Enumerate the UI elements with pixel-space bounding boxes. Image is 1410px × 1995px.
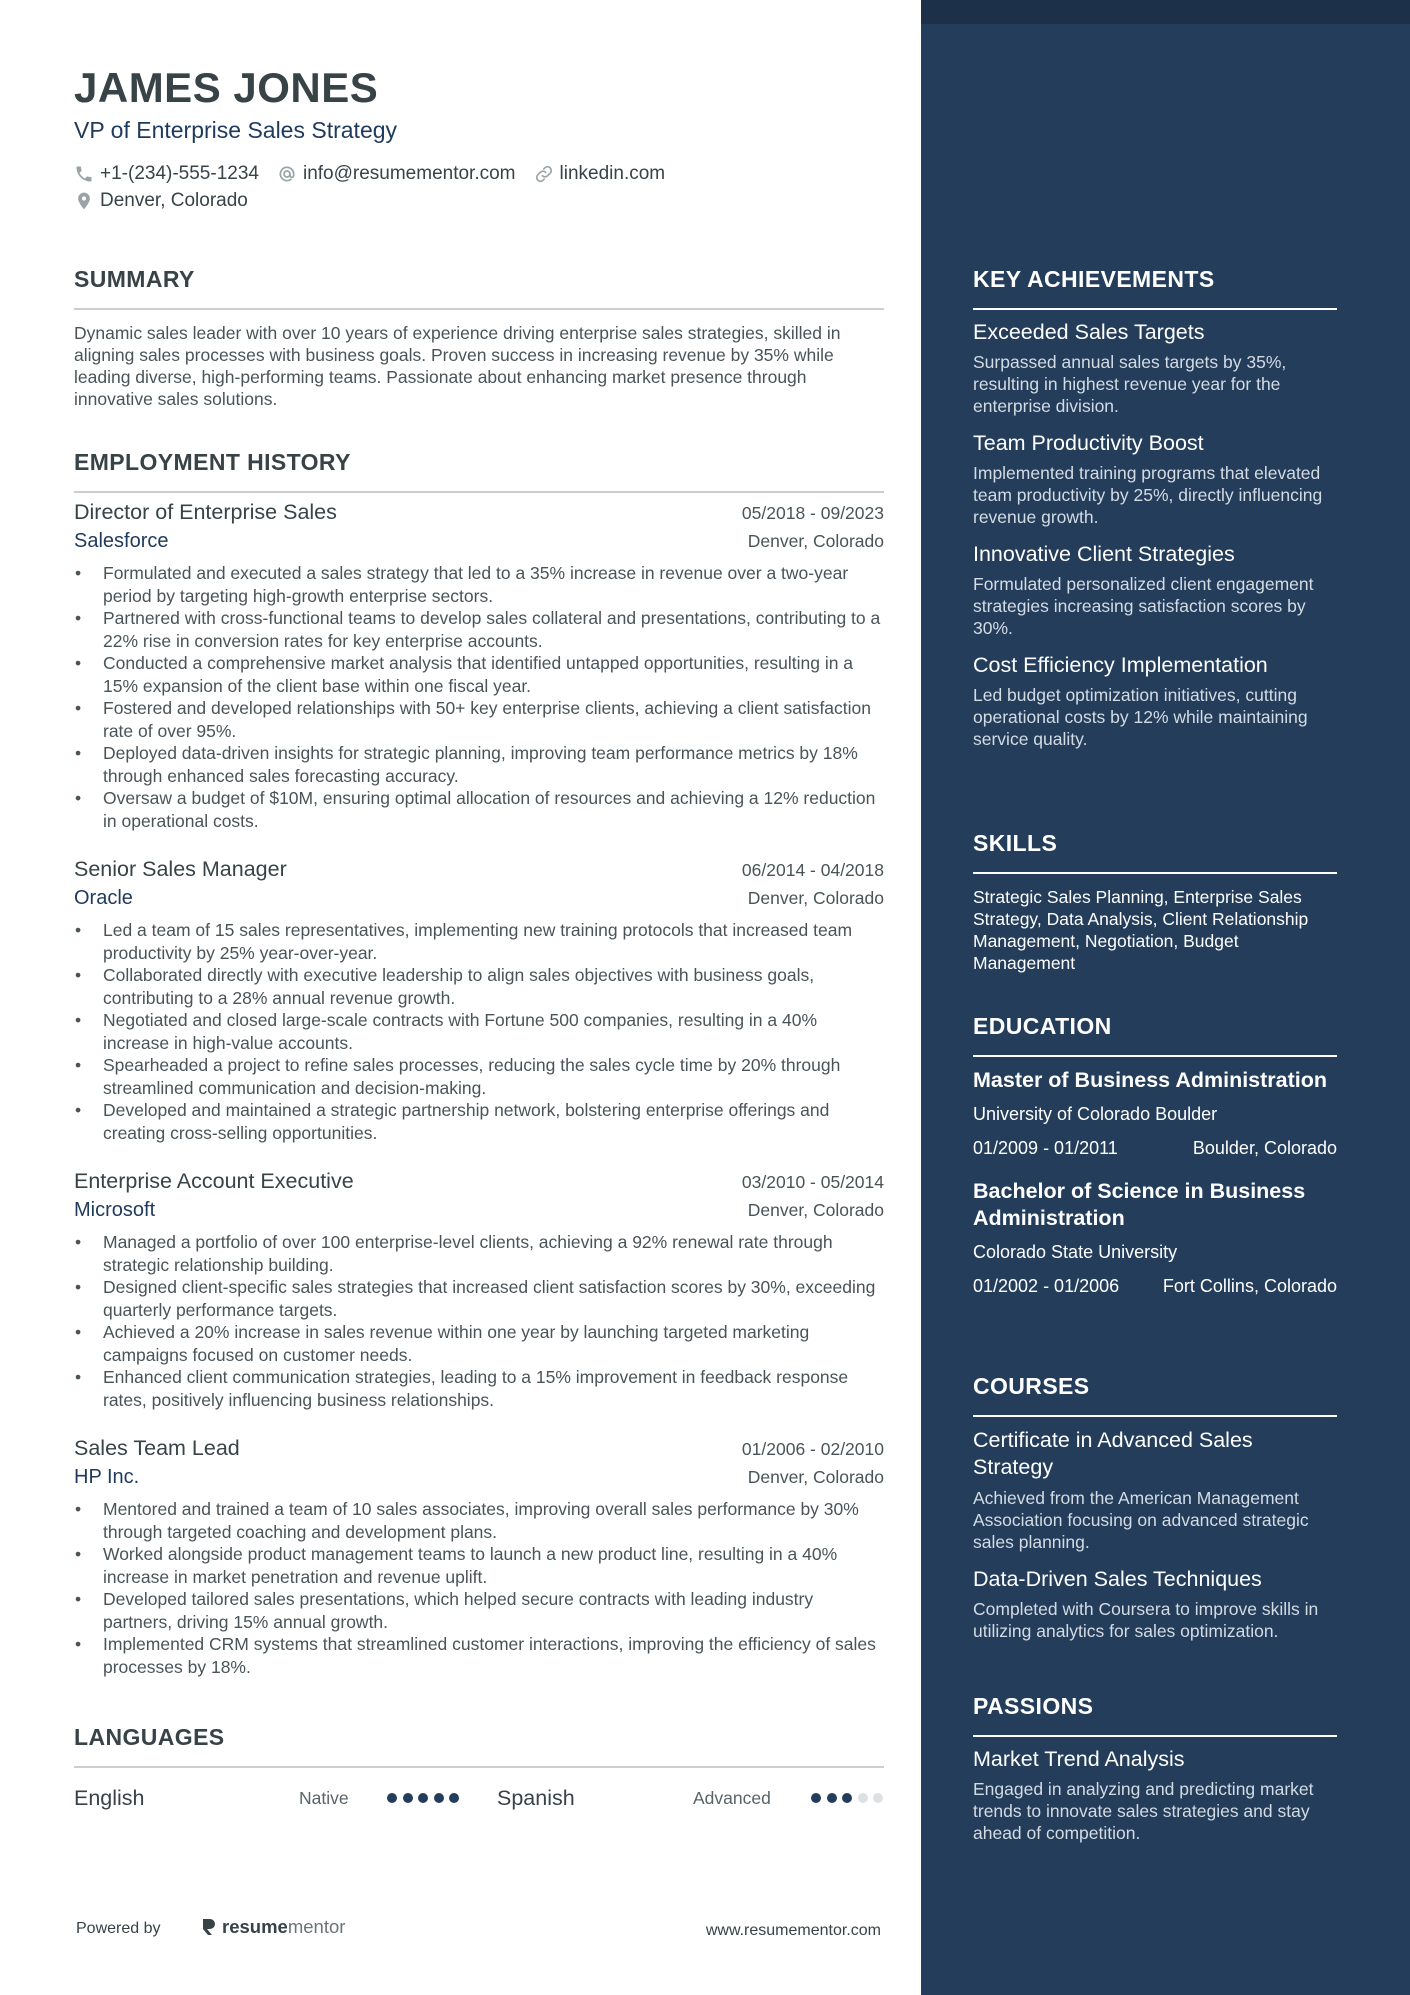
candidate-name: JAMES JONES <box>74 64 379 111</box>
section-title: LANGUAGES <box>74 1724 225 1750</box>
job-title: Director of Enterprise Sales <box>74 500 337 524</box>
email-contact[interactable] <box>277 163 516 185</box>
sidebar <box>921 0 1410 1995</box>
phone-icon <box>74 164 94 184</box>
job-dates: 05/2018 - 09/2023 <box>741 503 884 523</box>
section-title: KEY ACHIEVEMENTS <box>973 266 1215 292</box>
course-item <box>973 1427 1337 1553</box>
rating-dot-filled <box>387 1793 397 1803</box>
education-item <box>973 1067 1337 1159</box>
skills-text: Strategic Sales Planning, Enterprise Sales Strategy, Data Analysis, Client Relationship Management, Negotiation, Budget Management <box>973 887 1309 973</box>
list-item: • Enhanced client communication strategies, leading to a 15% improvement in feedback response rates, positively influencing business relationships. <box>74 1366 884 1411</box>
achievement-item <box>973 431 1337 528</box>
company-name: HP Inc. <box>74 1466 140 1488</box>
linkedin-link: linkedin.com <box>559 162 666 184</box>
job-bullets <box>74 919 884 1144</box>
languages-section <box>74 1724 884 1818</box>
language-item <box>497 1778 575 1818</box>
summary-section <box>74 266 884 410</box>
rating-dot-filled <box>434 1793 444 1803</box>
email-address: info@resumementor.com <box>302 162 516 184</box>
course-title: Data-Driven Sales Techniques <box>973 1567 1262 1591</box>
achievement-title: Innovative Client Strategies <box>973 542 1235 566</box>
job-entry <box>74 1169 884 1411</box>
language-item <box>74 1778 145 1818</box>
employment-section <box>74 449 884 493</box>
website-link[interactable]: www.resumementor.com <box>705 1922 881 1939</box>
section-title: EDUCATION <box>973 1013 1112 1039</box>
passion-desc: Engaged in analyzing and predicting market trends to innovate sales strategies and stay ahead of competition. <box>973 1779 1314 1843</box>
list-item: • Developed tailored sales presentations, which helped secure contracts with leading industry partners, driving 15% annual growth. <box>74 1588 884 1633</box>
achievement-desc: Surpassed annual sales targets by 35%, resulting in highest revenue year for the enterprise division. <box>973 352 1287 416</box>
brand-name-light: mentor <box>287 1916 346 1937</box>
link-icon <box>534 164 554 184</box>
section-divider <box>74 308 884 310</box>
rating-dot-empty <box>873 1793 883 1803</box>
list-item: • Partnered with cross-functional teams to develop sales collateral and presentations, contributing to a 22% rise in conversion rates for key enterprise accounts. <box>74 607 884 652</box>
job-bullets <box>74 562 884 832</box>
list-item: • Developed and maintained a strategic partnership network, bolstering enterprise offerings and creating cross-selling opportunities. <box>74 1099 884 1144</box>
passion-item <box>973 1747 1337 1844</box>
skills-section <box>973 830 1337 974</box>
contact-info <box>74 160 683 214</box>
list-item: • Designed client-specific sales strategies that increased client satisfaction scores by 30%, exceeding quarterly performance targets. <box>74 1276 884 1321</box>
section-divider <box>74 491 884 493</box>
rating-dot-empty <box>858 1793 868 1803</box>
degree-title: Master of Business Administration <box>973 1068 1328 1092</box>
company-name: Oracle <box>74 887 133 909</box>
education-section <box>973 1013 1337 1297</box>
footer <box>76 1916 881 1946</box>
section-title: SKILLS <box>973 830 1058 856</box>
candidate-title: VP of Enterprise Sales Strategy <box>74 117 398 143</box>
list-item: • Spearheaded a project to refine sales processes, reducing the sales cycle time by 20% through streamlined communication and decision-making. <box>74 1054 884 1099</box>
list-item: • Implemented CRM systems that streamlined customer interactions, improving the efficiency of sales processes by 18%. <box>74 1633 884 1678</box>
job-location: Denver, Colorado <box>747 1200 884 1220</box>
location-text: Denver, Colorado <box>100 189 248 211</box>
list-item: • Mentored and trained a team of 10 sales associates, improving overall sales performance by 30% through targeted coaching and development plans. <box>74 1498 884 1543</box>
course-item <box>973 1567 1337 1642</box>
achievement-title: Exceeded Sales Targets <box>973 320 1205 344</box>
location-contact <box>74 190 248 212</box>
rating-dot-filled <box>449 1793 459 1803</box>
achievements-section <box>973 266 1337 750</box>
list-item: • Collaborated directly with executive leadership to align sales objectives with business goals, contributing to a 28% annual revenue growth. <box>74 964 884 1009</box>
section-divider <box>973 308 1337 310</box>
section-title: SUMMARY <box>74 266 195 292</box>
school-name: Colorado State University <box>973 1242 1178 1262</box>
rating-dot-filled <box>842 1793 852 1803</box>
job-location: Denver, Colorado <box>747 1467 884 1487</box>
summary-text: Dynamic sales leader with over 10 years of experience driving enterprise sales strategies, skilled in aligning sales processes with business goals. Proven success in increasing revenue by 35% while leading diverse, high-performing teams. Passionate about enhancing market presence through innovative sales solutions. <box>74 323 841 409</box>
sidebar-top-bar <box>921 0 1410 24</box>
list-item: • Managed a portfolio of over 100 enterprise-level clients, achieving a 92% renewal rate through strategic relationship building. <box>74 1231 884 1276</box>
job-location: Denver, Colorado <box>747 531 884 551</box>
rating-dot-filled <box>418 1793 428 1803</box>
job-location: Denver, Colorado <box>747 888 884 908</box>
resumementor-logo-icon <box>200 1917 218 1937</box>
list-item: • Oversaw a budget of $10M, ensuring optimal allocation of resources and achieving a 12% reduction in operational costs. <box>74 787 884 832</box>
at-sign-icon <box>277 164 297 184</box>
job-bullets <box>74 1231 884 1411</box>
list-item: • Conducted a comprehensive market analysis that identified untapped opportunities, resulting in a 15% expansion of the client base within one fiscal year. <box>74 652 884 697</box>
job-dates: 01/2006 - 02/2010 <box>741 1439 884 1459</box>
degree-title: Bachelor of Science in Business Administration <box>973 1179 1306 1230</box>
section-title: EMPLOYMENT HISTORY <box>74 449 351 475</box>
section-divider <box>973 1735 1337 1737</box>
section-divider <box>74 1766 884 1768</box>
location-pin-icon <box>74 191 94 211</box>
company-name: Microsoft <box>74 1199 156 1221</box>
passions-section <box>973 1693 1337 1844</box>
job-bullets <box>74 1498 884 1678</box>
achievement-desc: Implemented training programs that elevated team productivity by 25%, directly influencing revenue growth. <box>973 463 1323 527</box>
company-name: Salesforce <box>74 530 169 552</box>
achievement-item <box>973 320 1337 417</box>
achievement-title: Cost Efficiency Implementation <box>973 653 1268 677</box>
list-item: • Fostered and developed relationships with 50+ key enterprise clients, achieving a client satisfaction rate of over 95%. <box>74 697 884 742</box>
job-dates: 06/2014 - 04/2018 <box>741 860 884 880</box>
achievement-item <box>973 542 1337 639</box>
job-entry <box>74 1436 884 1678</box>
rating-dot-filled <box>403 1793 413 1803</box>
language-level: Native <box>299 1788 349 1808</box>
education-dates: 01/2002 - 01/2006 <box>973 1276 1120 1296</box>
course-desc: Achieved from the American Management Association focusing on advanced strategic sales planning. <box>973 1488 1309 1552</box>
language-name: English <box>74 1785 145 1810</box>
language-rating <box>811 1793 889 1803</box>
achievement-desc: Led budget optimization initiatives, cutting operational costs by 12% while maintaining service quality. <box>973 685 1308 749</box>
job-title: Senior Sales Manager <box>74 857 287 881</box>
list-item: • Deployed data-driven insights for strategic planning, improving team performance metrics by 18% through enhanced sales forecasting accuracy. <box>74 742 884 787</box>
education-location: Fort Collins, Colorado <box>1162 1276 1337 1296</box>
list-item: • Negotiated and closed large-scale contracts with Fortune 500 companies, resulting in a 40% increase in high-value accounts. <box>74 1009 884 1054</box>
section-divider <box>973 1055 1337 1057</box>
rating-dot-filled <box>811 1793 821 1803</box>
language-level: Advanced <box>693 1788 771 1808</box>
achievement-desc: Formulated personalized client engagement strategies increasing satisfaction scores by 30%. <box>973 574 1314 638</box>
brand-name-bold: resume <box>222 1916 288 1937</box>
section-title: COURSES <box>973 1373 1090 1399</box>
achievement-title: Team Productivity Boost <box>973 431 1204 455</box>
list-item: • Worked alongside product management teams to launch a new product line, resulting in a 40% increase in market penetration and revenue uplift. <box>74 1543 884 1588</box>
rating-dot-filled <box>827 1793 837 1803</box>
linkedin-contact[interactable] <box>534 163 666 185</box>
phone-number: +1-(234)-555-1234 <box>100 162 259 184</box>
phone-contact[interactable] <box>74 163 259 185</box>
list-item: • Led a team of 15 sales representatives, implementing new training protocols that increased team productivity by 25% year-over-year. <box>74 919 884 964</box>
education-dates: 01/2009 - 01/2011 <box>973 1138 1118 1158</box>
achievement-item <box>973 653 1337 750</box>
courses-section <box>973 1373 1337 1642</box>
passion-title: Market Trend Analysis <box>973 1747 1185 1771</box>
course-title: Certificate in Advanced Sales Strategy <box>973 1428 1253 1479</box>
section-title: PASSIONS <box>973 1693 1094 1719</box>
job-entry <box>74 500 884 832</box>
job-dates: 03/2010 - 05/2014 <box>741 1172 884 1192</box>
language-name: Spanish <box>497 1785 575 1810</box>
education-location: Boulder, Colorado <box>1192 1138 1337 1158</box>
job-title: Enterprise Account Executive <box>74 1169 354 1193</box>
course-desc: Completed with Coursera to improve skills in utilizing analytics for sales optimization. <box>973 1599 1319 1641</box>
powered-by-label: Powered by <box>76 1920 161 1937</box>
list-item: • Achieved a 20% increase in sales revenue within one year by launching targeted marketing campaigns focused on customer needs. <box>74 1321 884 1366</box>
job-title: Sales Team Lead <box>74 1436 240 1460</box>
job-entry <box>74 857 884 1144</box>
section-divider <box>973 872 1337 874</box>
education-item <box>973 1178 1337 1297</box>
school-name: University of Colorado Boulder <box>973 1104 1218 1124</box>
list-item: • Formulated and executed a sales strategy that led to a 35% increase in revenue over a two-year period by targeting high-growth enterprise sectors. <box>74 562 884 607</box>
language-rating <box>387 1793 465 1803</box>
section-divider <box>973 1415 1337 1417</box>
brand-logo[interactable] <box>200 1916 345 1938</box>
